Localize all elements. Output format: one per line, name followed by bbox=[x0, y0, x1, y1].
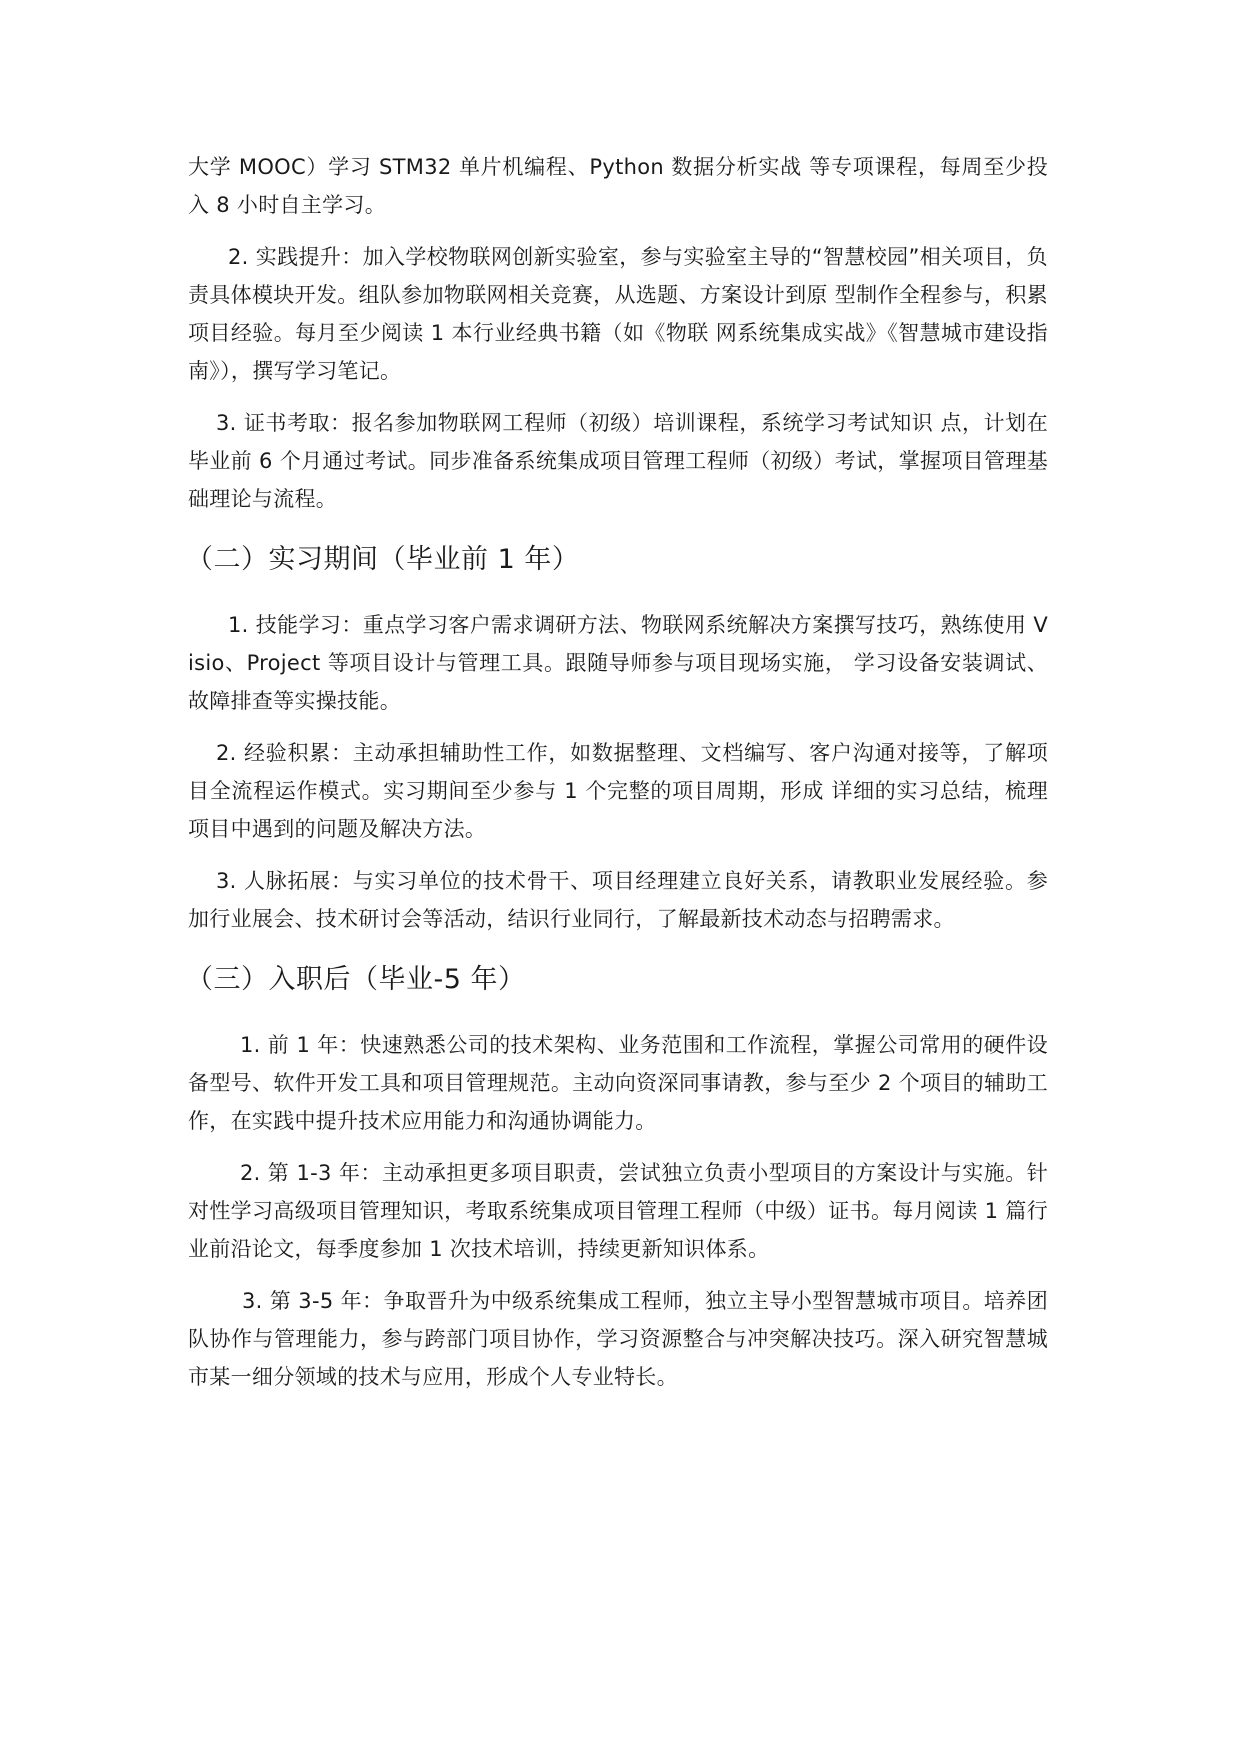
paragraph-skill-learning: 1. 技能学习：重点学习客户需求调研方法、物联网系统解决方案撰写技巧，熟练使用 Visio、Project 等项目设计与管理工具。跟随导师参与项目现场实施， 学习设备安装调试、故障排查等实操技能。 bbox=[188, 613, 1048, 713]
paragraph-year-3-5: 3. 第 3-5 年：争取晋升为中级系统集成工程师，独立主导小型智慧城市项目。培养团队协作与管理能力，参与跨部门项目协作，学习资源整合与冲突解决技巧。深入研究智慧城市某一细分领域的技术与应用，形成个人专业特长。 bbox=[188, 1289, 1048, 1389]
paragraph-year-1-3: 2. 第 1-3 年：主动承担更多项目职责，尝试独立负责小型项目的方案设计与实施。针对性学习高级项目管理知识，考取系统集成项目管理工程师（中级）证书。每月阅读 1 篇行业前沿论文，每季度参加 1 次技术培训，持续更新知识体系。 bbox=[188, 1161, 1048, 1261]
document-body bbox=[188, 148, 1048, 1410]
paragraph-mooc-continuation: 大学 MOOC）学习 STM32 单片机编程、Python 数据分析实战 等专项课程，每周至少投入 8 小时自主学习。 bbox=[188, 155, 1048, 217]
paragraph-experience: 2. 经验积累：主动承担辅助性工作，如数据整理、文档编写、客户沟通对接等，了解项目全流程运作模式。实习期间至少参与 1 个完整的项目周期，形成 详细的实习总结，梳理项目中遇到的问题及解决方法。 bbox=[188, 741, 1048, 841]
paragraph-first-year: 1. 前 1 年：快速熟悉公司的技术架构、业务范围和工作流程，掌握公司常用的硬件设备型号、软件开发工具和项目管理规范。主动向资深同事请教，参与至少 2 个项目的辅助工作，在实践中提升技术应用能力和沟通协调能力。 bbox=[188, 1033, 1048, 1133]
paragraph-certificate: 3. 证书考取：报名参加物联网工程师（初级）培训课程，系统学习考试知识 点，计划在毕业前 6 个月通过考试。同步准备系统集成项目管理工程师（初级）考试，掌握项目管理基础理论与流程。 bbox=[188, 411, 1048, 511]
section-heading-after-employment: （三）入职后（毕业-5 年） bbox=[186, 964, 526, 995]
section-heading-internship: （二）实习期间（毕业前 1 年） bbox=[186, 544, 580, 575]
paragraph-networking: 3. 人脉拓展：与实习单位的技术骨干、项目经理建立良好关系，请教职业发展经验。参加行业展会、技术研讨会等活动，结识行业同行，了解最新技术动态与招聘需求。 bbox=[188, 869, 1048, 931]
paragraph-practice-improvement: 2. 实践提升：加入学校物联网创新实验室，参与实验室主导的“智慧校园”相关项目，负责具体模块开发。组队参加物联网相关竞赛，从选题、方案设计到原 型制作全程参与，积累项目经验。每月至少阅读 1 本行业经典书籍（如《物联 网系统集成实战》《智慧城市建设指南》），撰写学习笔记。 bbox=[188, 245, 1048, 383]
